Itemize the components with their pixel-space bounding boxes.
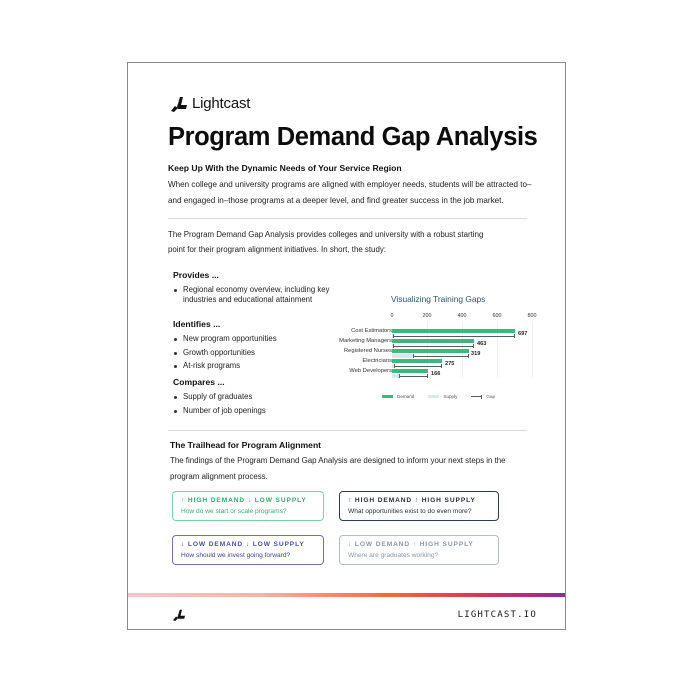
x-tick: 600 <box>492 313 502 319</box>
list-heading: Provides ... <box>173 270 219 280</box>
list-item: Regional economy overview, including key industries and educational attainment <box>173 285 343 305</box>
gap-value: 275 <box>445 361 455 367</box>
list-item: At-risk programs <box>173 361 277 371</box>
gap-swatch <box>471 396 482 397</box>
card-question: How should we invest going forward? <box>181 552 291 559</box>
section-body: The findings of the Program Demand Gap Analysis are designed to inform your next steps in the program alignment process. <box>170 456 506 481</box>
demand-bar <box>392 329 515 333</box>
lightcast-logo-icon <box>170 96 188 112</box>
page-title: Program Demand Gap Analysis <box>168 123 538 151</box>
divider <box>168 218 527 219</box>
legend-label: Gap <box>486 394 496 399</box>
list-item: Supply of graduates <box>173 392 266 402</box>
x-tick: 800 <box>527 313 537 319</box>
list-item: New program opportunities <box>173 334 277 344</box>
category-label: Cost Estimators <box>351 328 392 334</box>
supply-swatch <box>428 395 439 398</box>
supply-bar <box>392 354 413 358</box>
gap-line <box>394 366 442 367</box>
card-high-demand-high-supply <box>339 491 499 521</box>
legend-supply <box>428 394 457 399</box>
intro-text: When college and university programs are aligned with employer needs, students will be attracted to–and engaged in–those programs at a deeper level, and find greater success in the job market. <box>168 180 532 205</box>
legend-label: Demand <box>397 394 415 399</box>
subheading: Keep Up With the Dynamic Needs of Your Service Region <box>168 163 402 173</box>
card-question: What opportunities exist to do even more? <box>348 508 472 515</box>
card-heading: ↓ LOW DEMAND ↑ HIGH SUPPLY <box>348 541 474 548</box>
compares-list <box>173 377 266 419</box>
list-item: Growth opportunities <box>173 348 277 358</box>
card-question: Where are graduates working? <box>348 552 439 559</box>
category-label: Registered Nurses <box>343 348 392 354</box>
demand-bar <box>392 369 428 373</box>
chart-title: Visualizing Training Gaps <box>391 294 486 304</box>
gap-value: 166 <box>431 371 441 377</box>
category-label: Marketing Managers <box>339 338 392 344</box>
legend-demand <box>382 394 414 399</box>
demand-bar <box>392 359 442 363</box>
card-low-demand-low-supply <box>172 535 324 565</box>
x-tick: 0 <box>390 313 394 319</box>
legend-label: Supply <box>443 394 458 399</box>
brand-logo <box>170 95 250 112</box>
training-gaps-chart <box>328 293 538 403</box>
card-high-demand-low-supply <box>172 491 324 521</box>
card-heading: ↓ LOW DEMAND ↓ LOW SUPPLY <box>181 541 305 548</box>
chart-legend <box>382 394 509 399</box>
list-item: Number of job openings <box>173 406 266 416</box>
lightcast-logo-icon <box>172 609 186 621</box>
category-label: Electricians <box>362 358 392 364</box>
category-label: Web Developers <box>349 368 392 374</box>
gap-value: 697 <box>518 331 528 337</box>
legend-gap <box>471 394 495 399</box>
card-heading: ↑ HIGH DEMAND ↓ LOW SUPPLY <box>181 497 307 504</box>
gap-line <box>413 356 469 357</box>
demand-bar <box>392 349 469 353</box>
gap-line <box>393 336 515 337</box>
card-low-demand-high-supply <box>339 535 499 565</box>
gridline <box>532 322 533 377</box>
identifies-list <box>173 319 277 375</box>
card-heading: ↑ HIGH DEMAND ↑ HIGH SUPPLY <box>348 497 476 504</box>
supply-bar <box>392 374 399 378</box>
gap-value: 319 <box>471 351 481 357</box>
x-tick: 200 <box>422 313 432 319</box>
gap-line <box>399 376 428 377</box>
list-heading: Identifies ... <box>173 319 221 329</box>
list-heading: Compares ... <box>173 377 225 387</box>
study-paragraph: The Program Demand Gap Analysis provides colleges and university with a robust starting point for their program alignment initiatives. In short, the study: <box>168 230 484 254</box>
brand-name: Lightcast <box>192 95 251 112</box>
gap-line <box>393 346 474 347</box>
footer-gradient-bar <box>128 593 565 597</box>
provides-list <box>173 270 343 309</box>
gap-value: 463 <box>477 341 487 347</box>
demand-bar <box>392 339 474 343</box>
document-page <box>127 62 566 630</box>
section-title: The Trailhead for Program Alignment <box>170 440 322 450</box>
x-tick: 400 <box>457 313 467 319</box>
card-question: How do we start or scale programs? <box>181 508 287 515</box>
divider <box>168 430 527 431</box>
demand-swatch <box>382 395 393 398</box>
footer-url[interactable]: LIGHTCAST.IO <box>457 610 537 620</box>
